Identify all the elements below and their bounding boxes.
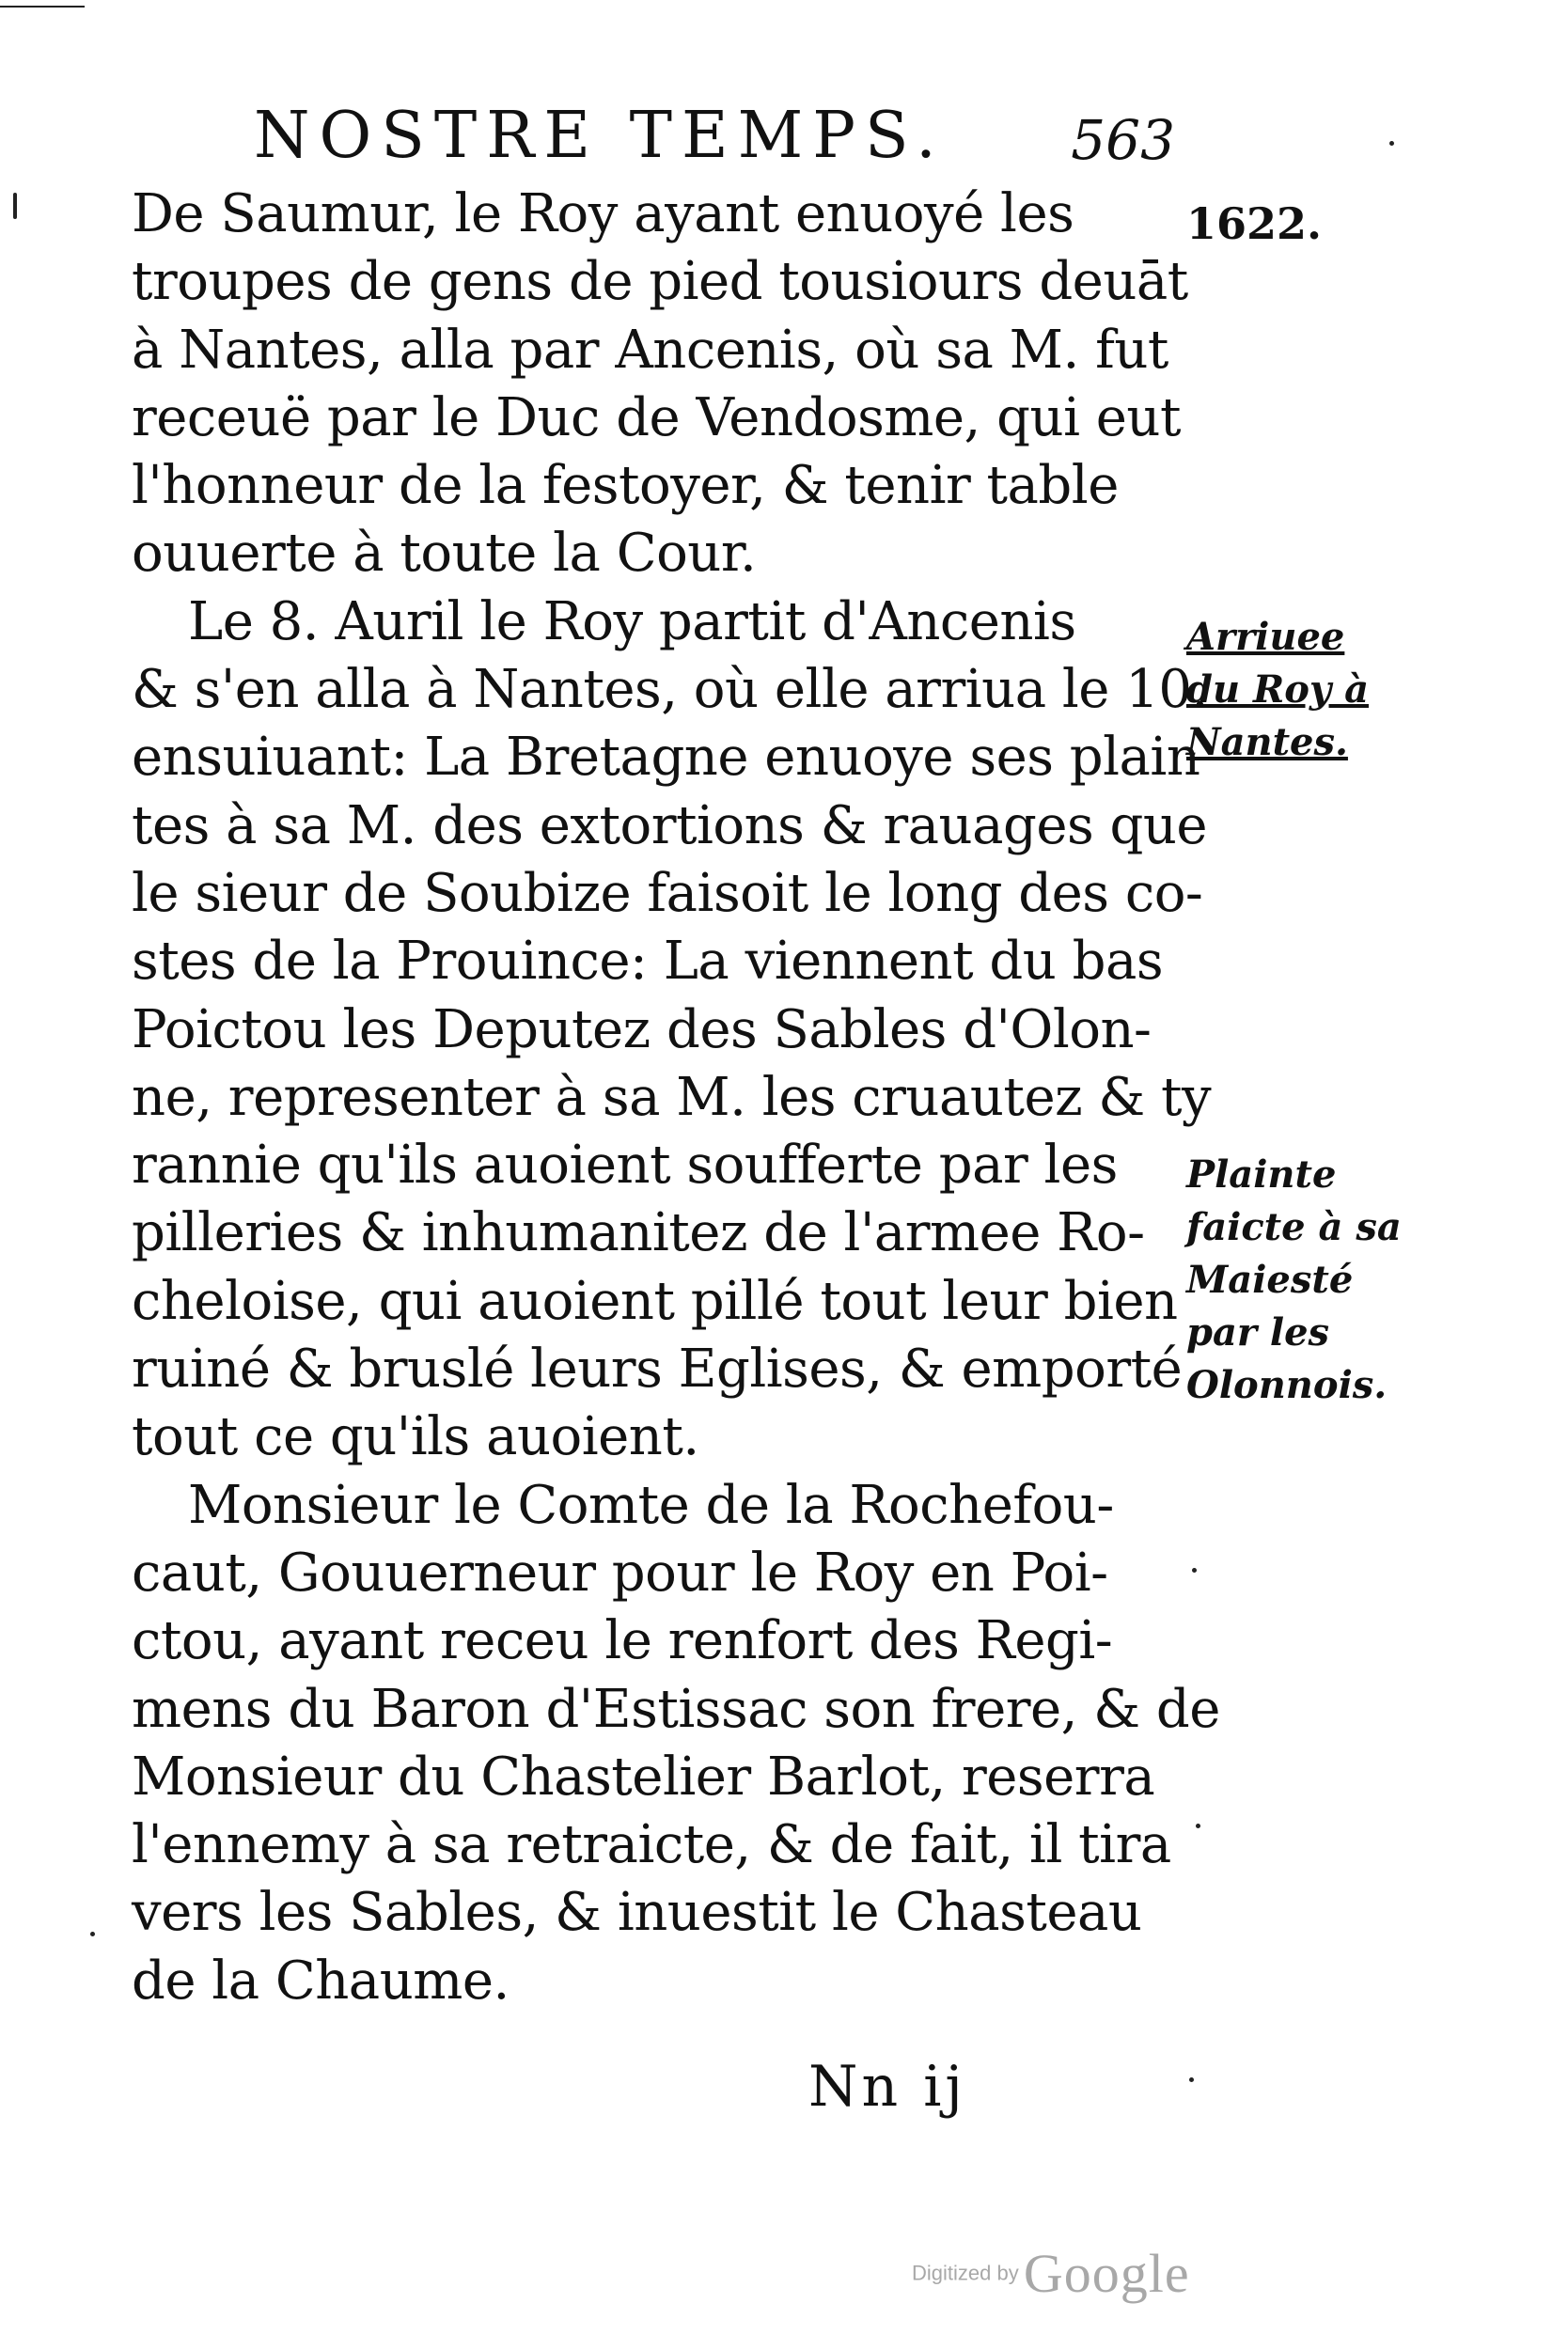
text-line: De Saumur, le Roy ayant enuoyé les (132, 183, 1074, 244)
text-line: Monsieur du Chastelier Barlot, reserra (132, 1746, 1155, 1808)
margin-note-arrival (1186, 611, 1369, 769)
page-number: 563 (1071, 108, 1175, 172)
text-line: cheloise, qui auoient pillé tout leur bien (132, 1270, 1178, 1332)
text-line: Poictou les Deputez des Sables d'Olon- (132, 998, 1152, 1060)
margin-note-line: Plainte (1186, 1152, 1337, 1197)
text-line: stes de la Prouince: La viennent du bas (132, 931, 1164, 993)
margin-note-line: faicte à sa (1186, 1205, 1402, 1249)
watermark-brand: Google (1023, 2243, 1190, 2304)
text-line: le sieur de Soubize faisoit le long des co- (132, 862, 1203, 924)
text-line: à Nantes, alla par Ancenis, où sa M. fut (132, 319, 1168, 381)
text-line: caut, Gouuerneur pour le Roy en Poi- (132, 1542, 1108, 1604)
running-head-title: NOSTRE TEMPS. (254, 99, 946, 173)
text-line: de la Chaume. (132, 1950, 510, 2012)
text-line: & s'en alla à Nantes, où elle arriua le 10. (132, 659, 1208, 721)
text-line: rannie qu'ils auoient soufferte par les (132, 1135, 1118, 1197)
text-line: l'ennemy à sa retraicte, & de fait, il tira (132, 1814, 1171, 1876)
text-line: mens du Baron d'Estissac son frere, & de (132, 1678, 1220, 1740)
digitized-watermark (912, 2242, 1190, 2305)
signature-mark: Nn ij (808, 2054, 967, 2120)
text-line: tes à sa M. des extortions & rauages que (132, 794, 1208, 856)
ink-speck (1389, 141, 1394, 146)
text-line: vers les Sables, & inuestit le Chasteau (132, 1882, 1142, 1944)
text-line: ne, representer à sa M. les cruautez & ty (132, 1066, 1212, 1128)
ink-speck (90, 1932, 95, 1936)
margin-note-line: Nantes. (1186, 720, 1348, 764)
text-line: tout ce qu'ils auoient. (132, 1406, 699, 1468)
margin-note-line: Olonnois. (1186, 1363, 1388, 1407)
ink-speck (1196, 1824, 1200, 1828)
margin-note-line: du Roy à (1186, 667, 1369, 712)
text-line: ouuerte à toute la Cour. (132, 523, 757, 585)
running-head (254, 94, 1175, 179)
text-line: pilleries & inhumanitez de l'armee Ro- (132, 1202, 1145, 1264)
text-line: troupes de gens de pied tousiours deuāt (132, 251, 1188, 313)
text-line: ruiné & bruslé leurs Eglises, & emporté (132, 1339, 1183, 1401)
margin-note-line: par les (1186, 1310, 1330, 1355)
margin-note-line: Arriuee (1186, 615, 1345, 659)
text-line: ctou, ayant receu le renfort des Regi- (132, 1610, 1113, 1672)
ink-speck (1189, 2077, 1194, 2082)
text-line: ensuiuant: La Bretagne enuoye ses plain (132, 727, 1200, 789)
text-line: l'honneur de la festoyer, & tenir table (132, 455, 1119, 517)
ink-speck (1192, 1568, 1197, 1573)
text-line: receuë par le Duc de Vendosme, qui eut (132, 386, 1181, 448)
text-line: Le 8. Auril le Roy partit d'Ancenis (188, 590, 1076, 652)
ink-speck (13, 193, 17, 219)
body-text (132, 180, 1220, 2015)
watermark-prefix: Digitized by (912, 2261, 1019, 2285)
top-edge-rule (0, 6, 85, 8)
margin-note-complaint (1186, 1149, 1402, 1412)
margin-note-line: Maiesté (1186, 1258, 1354, 1302)
text-line: Monsieur le Comte de la Rochefou- (188, 1474, 1114, 1536)
margin-year: 1622. (1186, 198, 1323, 249)
